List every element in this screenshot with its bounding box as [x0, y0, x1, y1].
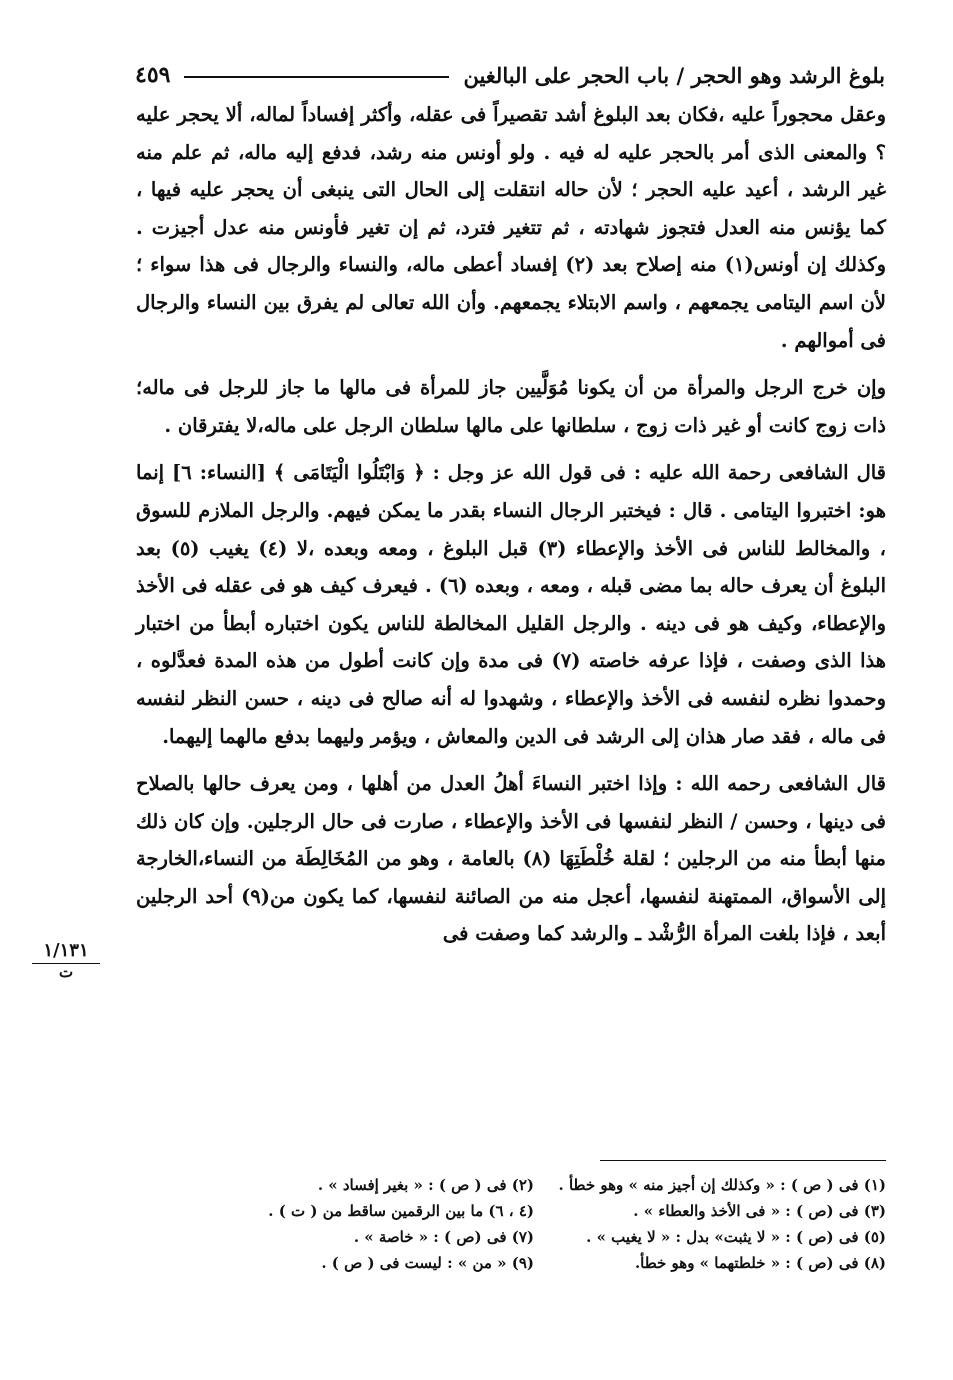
- manuscript-folio-note: [32, 940, 100, 980]
- footnote-separator: [600, 1160, 886, 1161]
- footnote-9: (٩) « من » : ليست فى ( ص ) .: [321, 1254, 534, 1272]
- paragraph-4-lead: قال الشافعى: [778, 772, 886, 796]
- paragraph-3: [136, 454, 886, 755]
- page-number: ٤٥٩: [135, 62, 171, 88]
- footnote-2: (٢) فى ( ص ) : « بغير إفساد » .: [317, 1176, 534, 1194]
- header-rule: [184, 76, 449, 78]
- paragraph-3-lead: قال الشافعى: [778, 461, 886, 485]
- header-title: بلوغ الرشد وهو الحجر / باب الحجر على البالغين: [463, 62, 885, 88]
- footnote-5: (٥) فى (ص ) : « لا يثبت» بدل : « لا يغيب » .: [586, 1228, 886, 1246]
- main-text: [136, 96, 886, 963]
- paragraph-4: [136, 765, 886, 953]
- footnote-4-6: (٤ ، ٦) ما بين الرقمين ساقط من ( ت ) .: [268, 1202, 534, 1220]
- footnote-8: (٨) فى (ص ) : « خلطتهما » وهو خطأ.: [634, 1254, 886, 1272]
- footnote-1: (١) فى ( ص ) : « وكذلك إن أجيز منه » وهو خطأ .: [558, 1176, 886, 1194]
- footnote-7: (٧) فى (ص ) : « خاصة » .: [353, 1228, 534, 1246]
- paragraph-3-text: رحمة الله عليه : فى قول الله عز وجل : ﴿ وَابْتَلُوا الْيَتَامَى ﴾ [النساء: ٦] إنما هو: اختبروا اليتامى . قال : فيختبر الرجال النساء بقدر ما يمكن فيهم. والرجل الملازم للسوق ، والمخالط للناس فى الأخذ والإعطاء (٣) قبل البلوغ ، ومعه وبعده ،لا (٤) يغيب (٥) بعد البلوغ أن يعرف حاله بما مضى قبله ، ومعه ، وبعده (٦) . فيعرف كيف هو فى عقله فى الأخذ والإعطاء، وكيف هو فى دينه . والرجل القليل المخالطة للناس يكون اختباره أبطأ من اختبار هذا الذى وصفت ، فإذا عرفه خاصته (٧) فى مدة وإن كانت أطول من هذه المدة فعدَّلوه ، وحمدوا نظره لنفسه فى الأخذ والإعطاء ، وشهدوا له أنه صالح فى دينه ، حسن النظر لنفسه فى ماله ، فقد صار هذان إلى الرشد فى الدين والمعاش ، ويؤمر وليهما بدفع مالهما إليهما.: [136, 461, 887, 748]
- running-header: [135, 58, 885, 92]
- paragraph-1: وعقل محجوراً عليه ،فكان بعد البلوغ أشد تقصيراً فى عقله، وأكثر إفساداً لماله، ألا يحجر عليه ؟ والمعنى الذى أمر بالحجر عليه له فيه . ولو أونس منه رشد، فدفع إليه ماله، ثم علم منه غير الرشد ، أعيد عليه الحجر ؛ لأن حاله انتقلت إلى الحال التى ينبغى أن يحجر عليه فيها ، كما يؤنس منه العدل فتجوز شهادته ، ثم تتغير فترد، ثم إن تغير فأونس منه عدل أجيزت . وكذلك إن أونس(١) منه إصلاح بعد (٢) إفساد أعطى ماله، والنساء والرجال فى هذا سواء ؛ لأن اسم اليتامى يجمعهم ، واسم الابتلاء يجمعهم. وأن الله تعالى لم يفرق بين النساء والرجال فى أموالهم .: [136, 103, 886, 352]
- footnote-3: (٣) فى (ص ) : « فى الأخذ والعطاء » .: [633, 1202, 886, 1220]
- paragraph-4-text: رحمه الله : وإذا اختبر النساءَ أهلُ العدل من أهلها ، ومن يعرف حالها بالصلاح فى دينها ، وحسن / النظر لنفسها فى الأخذ والإعطاء ، صارت فى حال الرجلين. وإن كان ذلك منها أبطأ منه من الرجلين ؛ لقلة خُلْطَتِهَا (٨) بالعامة ، وهو من المُخَالِطَة من النساء،الخارجة إلى الأسواق، الممتهنة لنفسها، أعجل منه من الصائنة لنفسها، كما يكون من(٩) أحد الرجلين أبعد ، فإذا بلغت المرأة الرُّشْد ـ والرشد كما وصفت فى: [136, 772, 886, 946]
- footnotes: [200, 1172, 886, 1276]
- folio-manuscript-siglum: ت: [58, 963, 74, 981]
- folio-number: ١/١٣١: [32, 940, 100, 964]
- paragraph-2: وإن خرج الرجل والمرأة من أن يكونا مُوَلَّيين جاز للمرأة فى مالها ما جاز للرجل فى ماله؛ ذات زوج كانت أو غير ذات زوج ، سلطانها على مالها سلطان الرجل على ماله،لا يفترقان .: [136, 376, 886, 437]
